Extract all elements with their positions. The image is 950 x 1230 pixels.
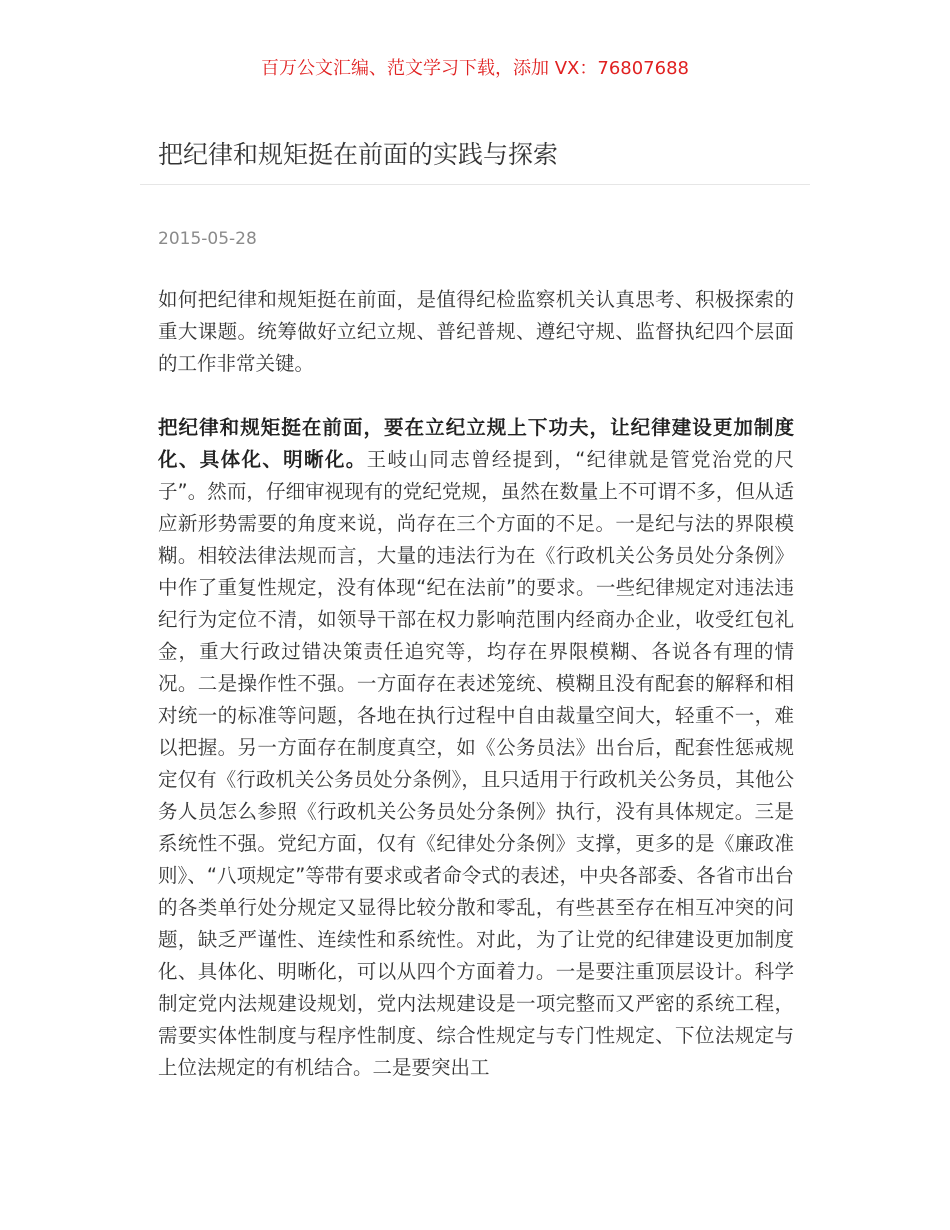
- paragraph-lead-bold: 把纪律和规矩挺在前面，要在立纪立规上下功夫，让纪律建设更加制度化、具体化、明晰化。: [158, 416, 794, 471]
- publish-date: 2015-05-28: [158, 229, 257, 249]
- article-body: [158, 284, 794, 1116]
- paragraph-discipline: [158, 412, 794, 1084]
- article-title: 把纪律和规矩挺在前面的实践与探索: [158, 140, 559, 169]
- title-divider: [140, 184, 810, 185]
- paragraph-body-text: 王岐山同志曾经提到，“纪律就是管党治党的尺子”。然而，仔细审视现有的党纪党规，虽然在数量上不可谓不多，但从适应新形势需要的角度来说，尚存在三个方面的不足。一是纪与法的界限模糊。相较法律法规而言，大量的违法行为在《行政机关公务员处分条例》中作了重复性规定，没有体现“纪在法前”的要求。一些纪律规定对违法违纪行为定位不清，如领导干部在权力影响范围内经商办企业，收受红包礼金，重大行政过错决策责任追究等，均存在界限模糊、各说各有理的情况。二是操作性不强。一方面存在表述笼统、模糊且没有配套的解释和相对统一的标准等问题，各地在执行过程中自由裁量空间大，轻重不一，难以把握。另一方面存在制度真空，如《公务员法》出台后，配套性惩戒规定仅有《行政机关公务员处分条例》，且只适用于行政机关公务员，其他公务人员怎么参照《行政机关公务员处分条例》执行，没有具体规定。三是系统性不强。党纪方面，仅有《纪律处分条例》支撑，更多的是《廉政准则》、“八项规定”等带有要求或者命令式的表述，中央各部委、各省市出台的各类单行处分规定又显得比较分散和零乱，有些甚至存在相互冲突的问题，缺乏严谨性、连续性和系统性。对此，为了让党的纪律建设更加制度化、具体化、明晰化，可以从四个方面着力。一是要注重顶层设计。科学制定党内法规建设规划，党内法规建设是一项完整而又严密的系统工程，需要实体性制度与程序性制度、综合性规定与专门性规定、下位法规定与上位法规定的有机结合。二是要突出工: [158, 448, 794, 1079]
- paragraph-intro: 如何把纪律和规矩挺在前面，是值得纪检监察机关认真思考、积极探索的重大课题。统筹做好立纪立规、普纪普规、遵纪守规、监督执纪四个层面的工作非常关键。: [158, 288, 794, 375]
- promo-banner: 百万公文汇编、范文学习下载，添加 VX：76807688: [261, 58, 689, 79]
